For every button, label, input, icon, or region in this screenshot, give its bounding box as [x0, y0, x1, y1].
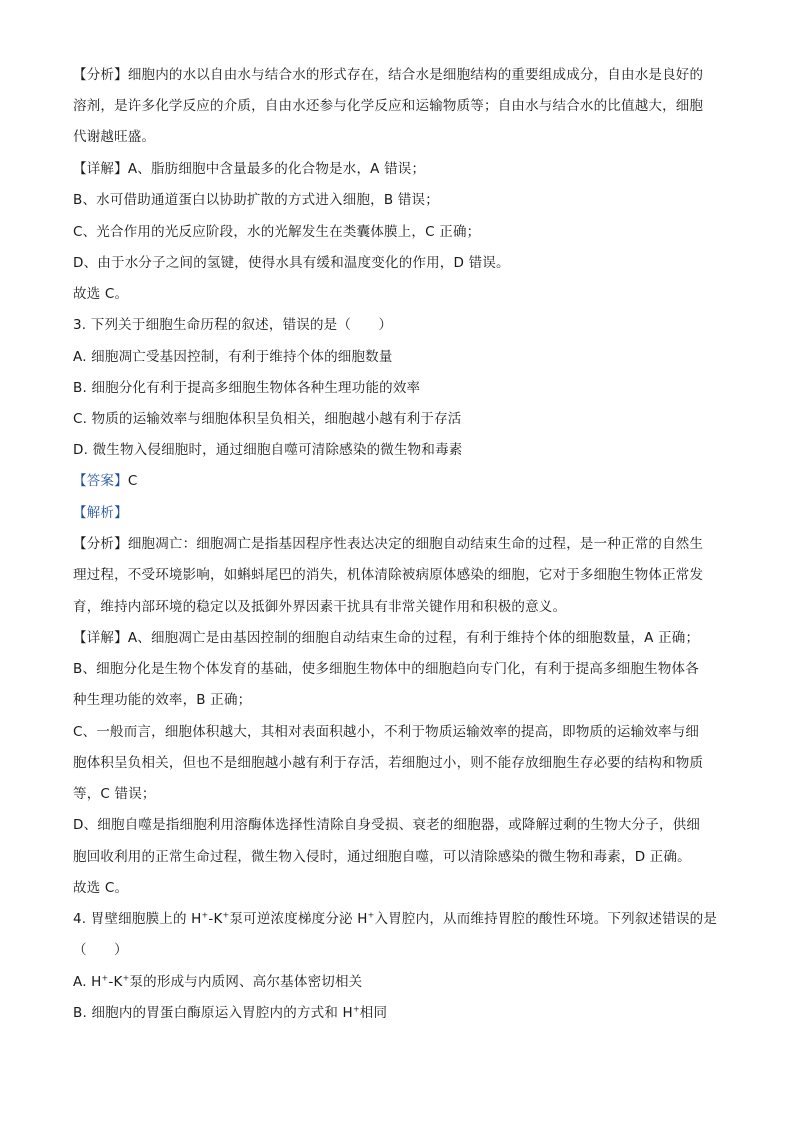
q3-detail-line-d1: D、细胞自噬是指细胞利用溶酶体选择性清除自身受损、衰老的细胞器，或降解过剩的生物大分子，供细 [73, 817, 701, 833]
question-4-stem-line-2: （ ） [73, 942, 128, 958]
question-3-option-c: C. 物质的运输效率与细胞体积呈负相关，细胞越小越有利于存活 [73, 411, 462, 427]
detail-tag: 【详解】 [73, 161, 128, 177]
q4-opt-b-part: 相同 [359, 1005, 388, 1021]
question-4-option-a [73, 972, 362, 992]
q4-superscript: + [222, 910, 230, 920]
question-4-stem [73, 909, 717, 929]
q3-detail-line-c3: 等，C 错误； [73, 786, 156, 802]
q4-stem-part: 入胃腔内，从而维持胃腔的酸性环境。下列叙述错误的是 [374, 911, 718, 927]
q3-detail-line-b1: B、细胞分化是生物个体发育的基础，使多细胞生物体中的细胞趋向专门化，有利于提高多细胞生物体各 [73, 661, 699, 677]
question-3-stem: 3. 下列关于细胞生命历程的叙述，错误的是（ ） [73, 317, 393, 333]
q3-analysis-line-3: 育，维持内部环境的稳定以及抵御外界因素干扰具有非常关键作用和积极的意义。 [73, 599, 567, 615]
conclusion-line: 故选 C。 [73, 286, 129, 302]
q4-opt-a-part: -K [108, 974, 123, 990]
q3-analysis-line-2: 理过程，不受环境影响，如蝌蚪尾巴的消失，机体清除被病原体感染的细胞，它对于多细胞生物体正常发 [73, 567, 704, 583]
q3-detail-line-c2: 胞体积呈负相关，但也不是细胞越小越有利于存活，若细胞过小，则不能存放细胞生存必要的结构和物质 [73, 755, 704, 771]
detail-line-4: D、由于水分子之间的氢键，使得水具有缓和温度变化的作用，D 错误。 [73, 255, 510, 271]
q4-superscript: + [201, 910, 209, 920]
q4-superscript: + [352, 1004, 360, 1014]
q4-opt-a-part: 泵的形成与内质网、高尔基体密切相关 [129, 974, 363, 990]
q3-analysis-tag: 【分析】 [73, 536, 128, 552]
answer-line [73, 471, 137, 491]
detail-text: A、脂肪细胞中含量最多的化合物是水，A 错误； [127, 161, 426, 177]
q4-stem-part: -K [208, 911, 223, 927]
analysis-line-2: 溶剂，是许多化学反应的介质，自由水还参与化学反应和运输物质等；自由水与结合水的比值越大，细胞 [73, 98, 704, 114]
question-3-option-d: D. 微生物入侵细胞时，通过细胞自噬可清除感染的微生物和毒素 [73, 442, 463, 458]
answer-tag: 【答案】 [73, 473, 128, 489]
detail-line-2: B、水可借助通道蛋白以协助扩散的方式进入细胞，B 错误； [73, 192, 439, 208]
q3-detail-line-c1: C、一般而言，细胞体积越大，其相对表面积越小，不利于物质运输效率的提高，即物质的运输效率与细 [73, 724, 700, 740]
q4-stem-part: 4. 胃壁细胞膜上的 H [73, 911, 202, 927]
q3-detail-line-a [73, 628, 699, 648]
analysis-text: 细胞内的水以自由水与结合水的形式存在，结合水是细胞结构的重要组成成分，自由水是良好的 [127, 67, 704, 83]
q4-opt-a-part: A. H [73, 974, 102, 990]
analysis-line-3: 代谢越旺盛。 [73, 129, 156, 145]
analysis-tag: 【分析】 [73, 67, 128, 83]
question-3-option-b: B. 细胞分化有利于提高多细胞生物体各种生理功能的效率 [73, 380, 421, 396]
q3-analysis-line-1 [73, 534, 703, 554]
q3-analysis-text: 细胞凋亡：细胞凋亡是指基因程序性表达决定的细胞自动结束生命的过程，是一种正常的自然生 [127, 536, 704, 552]
question-4-option-b [73, 1003, 387, 1023]
explanation-tag-line [73, 503, 128, 523]
q3-detail-a-text: A、细胞凋亡是由基因控制的细胞自动结束生命的过程，有利于维持个体的细胞数量，A 正确； [127, 630, 700, 646]
q4-superscript: + [101, 973, 109, 983]
q3-detail-line-b2: 种生理功能的效率，B 正确； [73, 692, 252, 708]
q4-superscript: + [367, 910, 375, 920]
detail-line-3: C、光合作用的光反应阶段，水的光解发生在类囊体膜上，C 正确； [73, 224, 481, 240]
q3-conclusion-line: 故选 C。 [73, 880, 129, 896]
explanation-tag: 【解析】 [73, 505, 128, 521]
q4-superscript: + [122, 973, 130, 983]
answer-value: C [127, 473, 138, 489]
q4-stem-part: 泵可逆浓度梯度分泌 H [229, 911, 368, 927]
question-3-option-a: A. 细胞凋亡受基因控制，有利于维持个体的细胞数量 [73, 349, 393, 365]
analysis-line-1 [73, 65, 703, 85]
q4-opt-b-part: B. 细胞内的胃蛋白酶原运入胃腔内的方式和 H [73, 1005, 353, 1021]
q3-detail-tag: 【详解】 [73, 630, 128, 646]
q3-detail-line-d2: 胞回收利用的正常生命过程，微生物入侵时，通过细胞自噬，可以清除感染的微生物和毒素，D 正确。 [73, 849, 691, 865]
detail-line-1 [73, 159, 425, 179]
